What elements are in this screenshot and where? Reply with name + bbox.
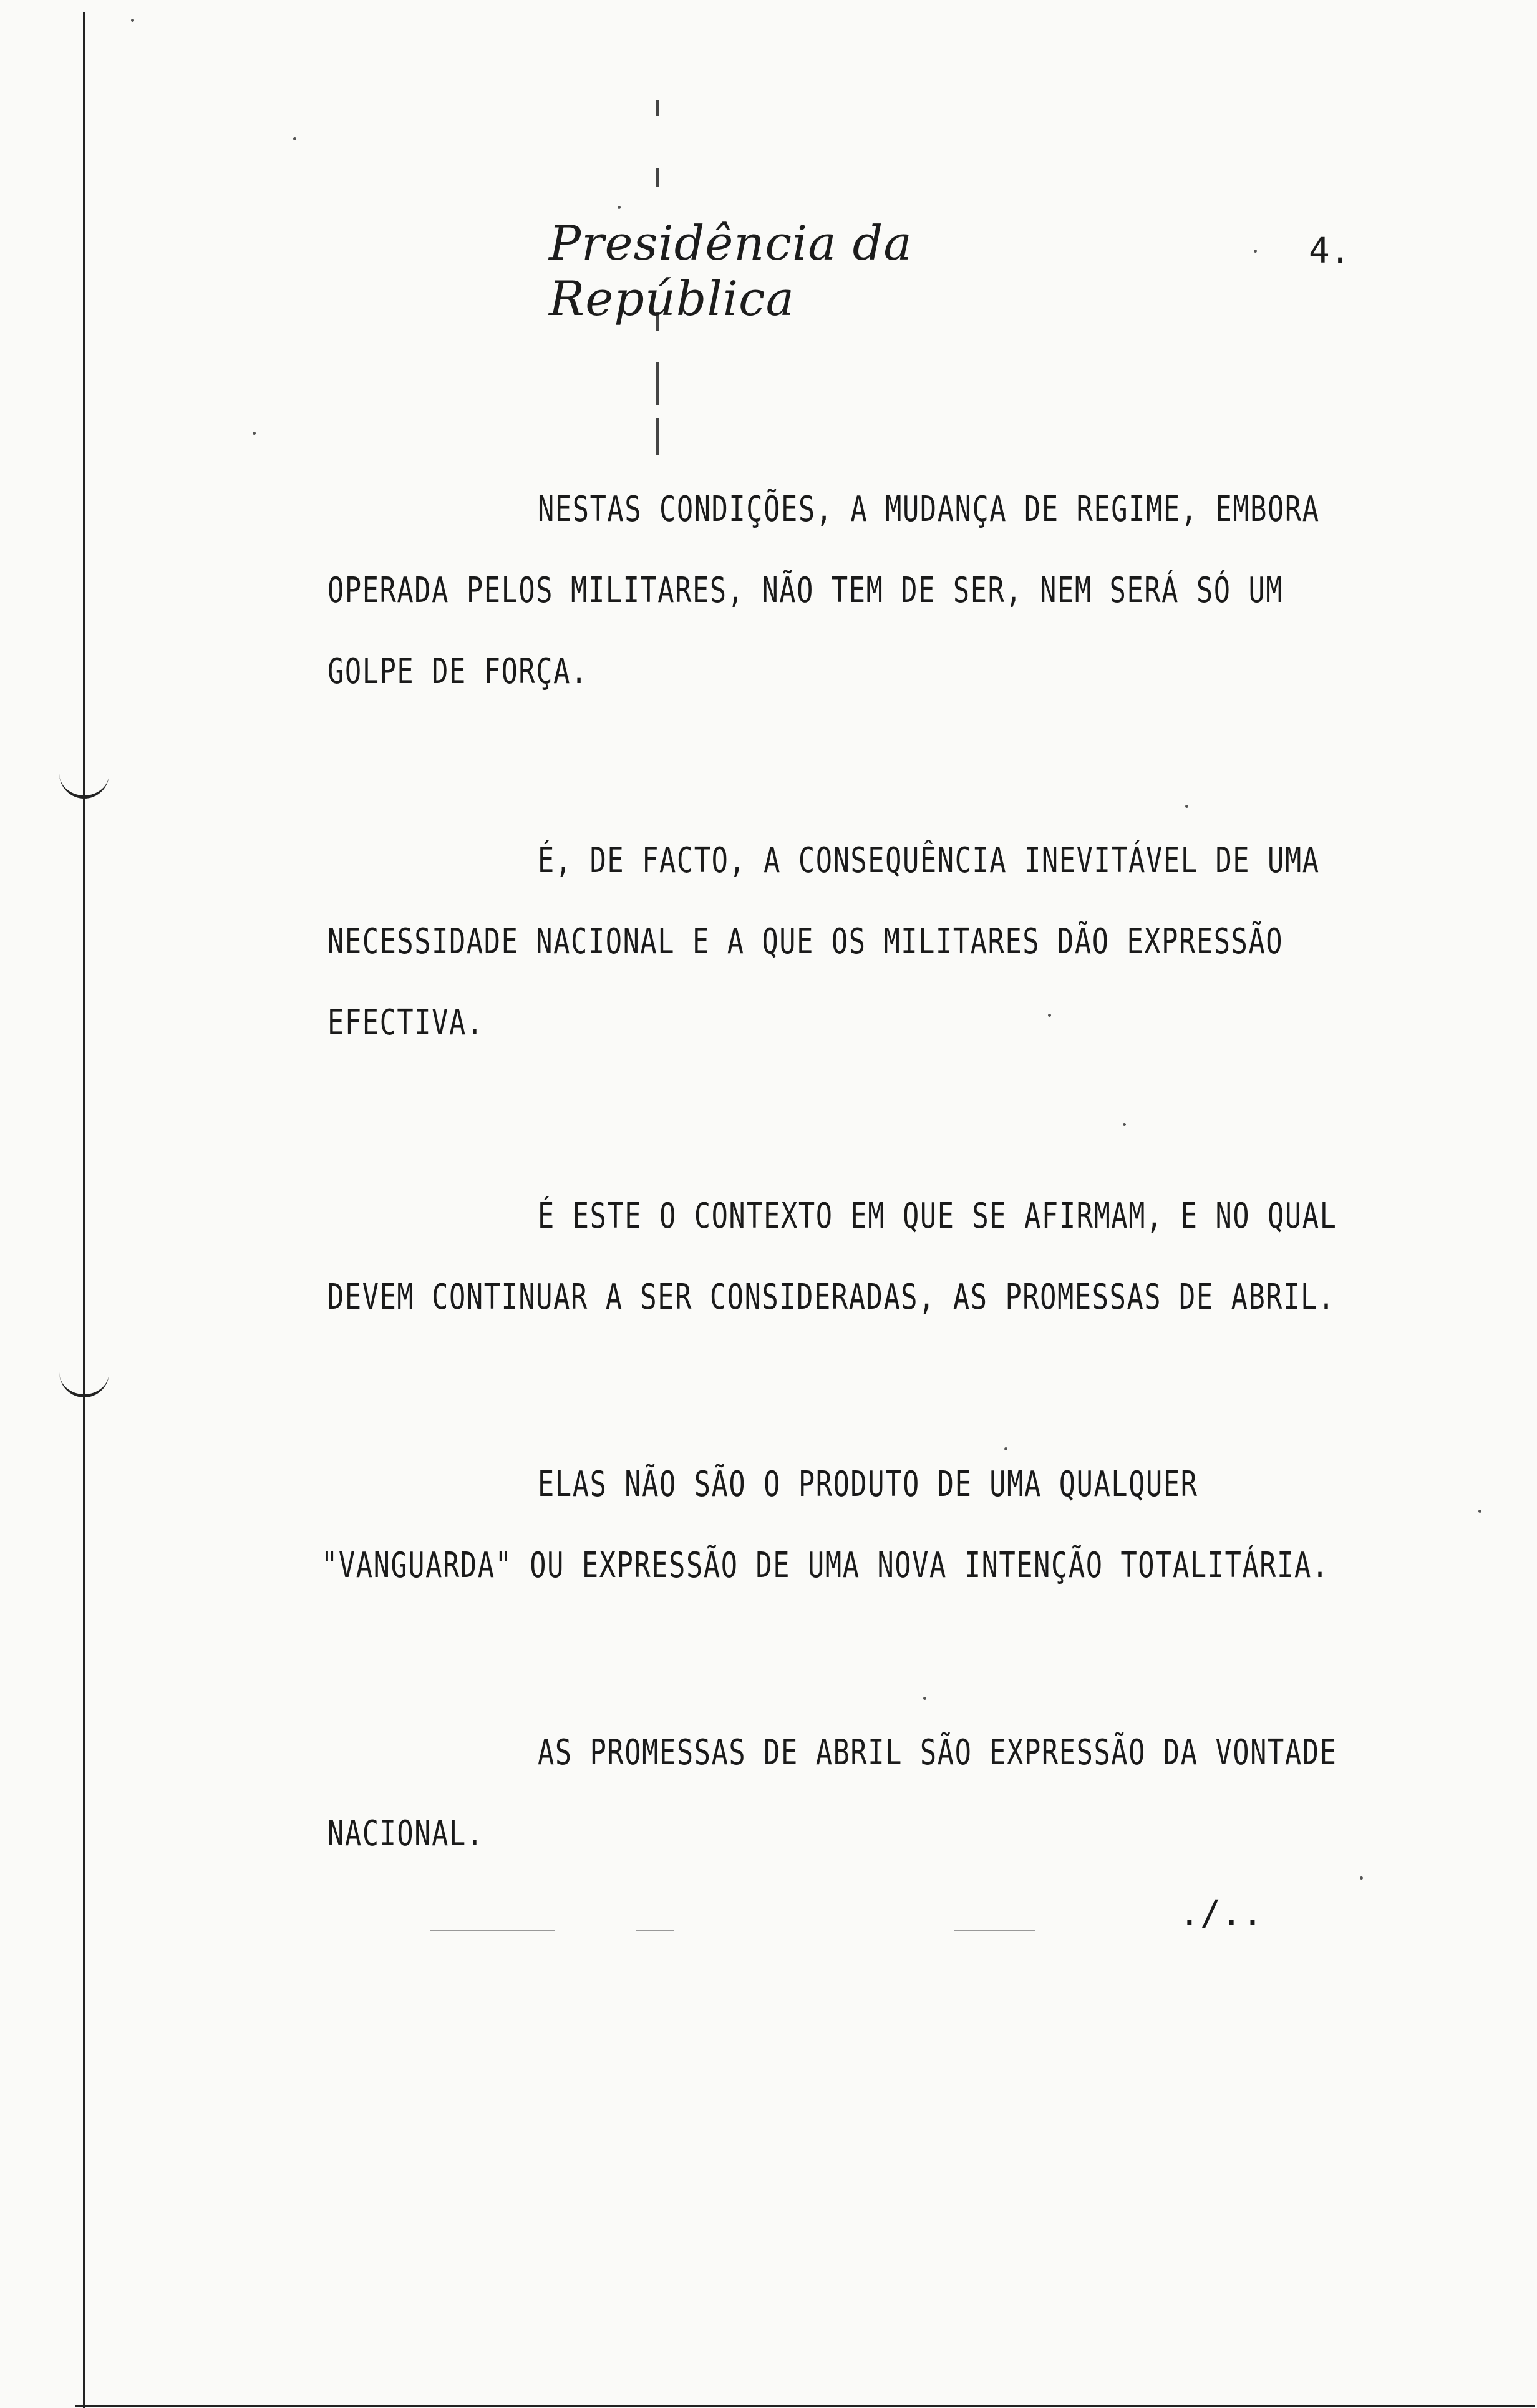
paragraph-3-line-1: É ESTE O CONTEXTO EM QUE SE AFIRMAM, E NO QUAL	[538, 1196, 1337, 1236]
paragraph-1-line-3: GOLPE DE FORÇA.	[327, 651, 588, 692]
margin-brace	[59, 770, 109, 799]
letterhead-title: Presidência da República	[549, 215, 913, 326]
fold-mark	[656, 168, 659, 187]
scan-speck	[1048, 1014, 1051, 1017]
paragraph-1-line-1: NESTAS CONDIÇÕES, A MUDANÇA DE REGIME, EMBORA	[538, 489, 1320, 530]
scan-speck	[1360, 1876, 1363, 1880]
paragraph-5-line-2: NACIONAL.	[327, 1813, 484, 1854]
fold-mark	[656, 362, 659, 405]
scan-speck	[1004, 1447, 1007, 1450]
scan-speck	[131, 19, 134, 22]
paragraph-4-line-1: ELAS NÃO SÃO O PRODUTO DE UMA QUALQUER	[538, 1464, 1198, 1505]
dashed-rule	[636, 1930, 674, 1931]
left-margin-rule	[83, 12, 85, 2408]
paragraph-1-line-2: OPERADA PELOS MILITARES, NÃO TEM DE SER, NEM SERÁ SÓ UM	[327, 570, 1284, 611]
fold-mark	[656, 100, 659, 116]
scan-speck	[1478, 1510, 1481, 1513]
dashed-rule	[430, 1930, 555, 1931]
paragraph-5-line-1: AS PROMESSAS DE ABRIL SÃO EXPRESSÃO DA VONTADE	[538, 1732, 1337, 1773]
paragraph-2-line-1: É, DE FACTO, A CONSEQUÊNCIA INEVITÁVEL DE UMA	[538, 840, 1320, 881]
scan-speck	[618, 206, 621, 209]
continuation-mark: ./..	[1179, 1893, 1263, 1934]
fold-mark	[656, 418, 659, 455]
paragraph-4-line-2: "VANGUARDA" OU EXPRESSÃO DE UMA NOVA INTENÇÃO TOTALITÁRIA.	[321, 1545, 1329, 1586]
scan-speck	[1185, 805, 1188, 808]
scan-speck	[923, 1697, 926, 1700]
scan-speck	[1254, 250, 1257, 253]
paragraph-3-line-2: DEVEM CONTINUAR A SER CONSIDERADAS, AS PROMESSAS DE ABRIL.	[327, 1277, 1336, 1318]
dashed-rule	[954, 1930, 1035, 1931]
scan-speck	[1123, 1123, 1126, 1126]
paragraph-2-line-2: NECESSIDADE NACIONAL E A QUE OS MILITARES DÃO EXPRESSÃO	[327, 921, 1284, 962]
page-number: 4.	[1309, 231, 1351, 271]
paragraph-2-line-3: EFECTIVA.	[327, 1003, 484, 1043]
scan-speck	[253, 432, 256, 435]
scan-speck	[293, 137, 296, 140]
margin-brace	[59, 1369, 109, 1397]
bottom-rule-visible	[75, 2405, 1535, 2407]
